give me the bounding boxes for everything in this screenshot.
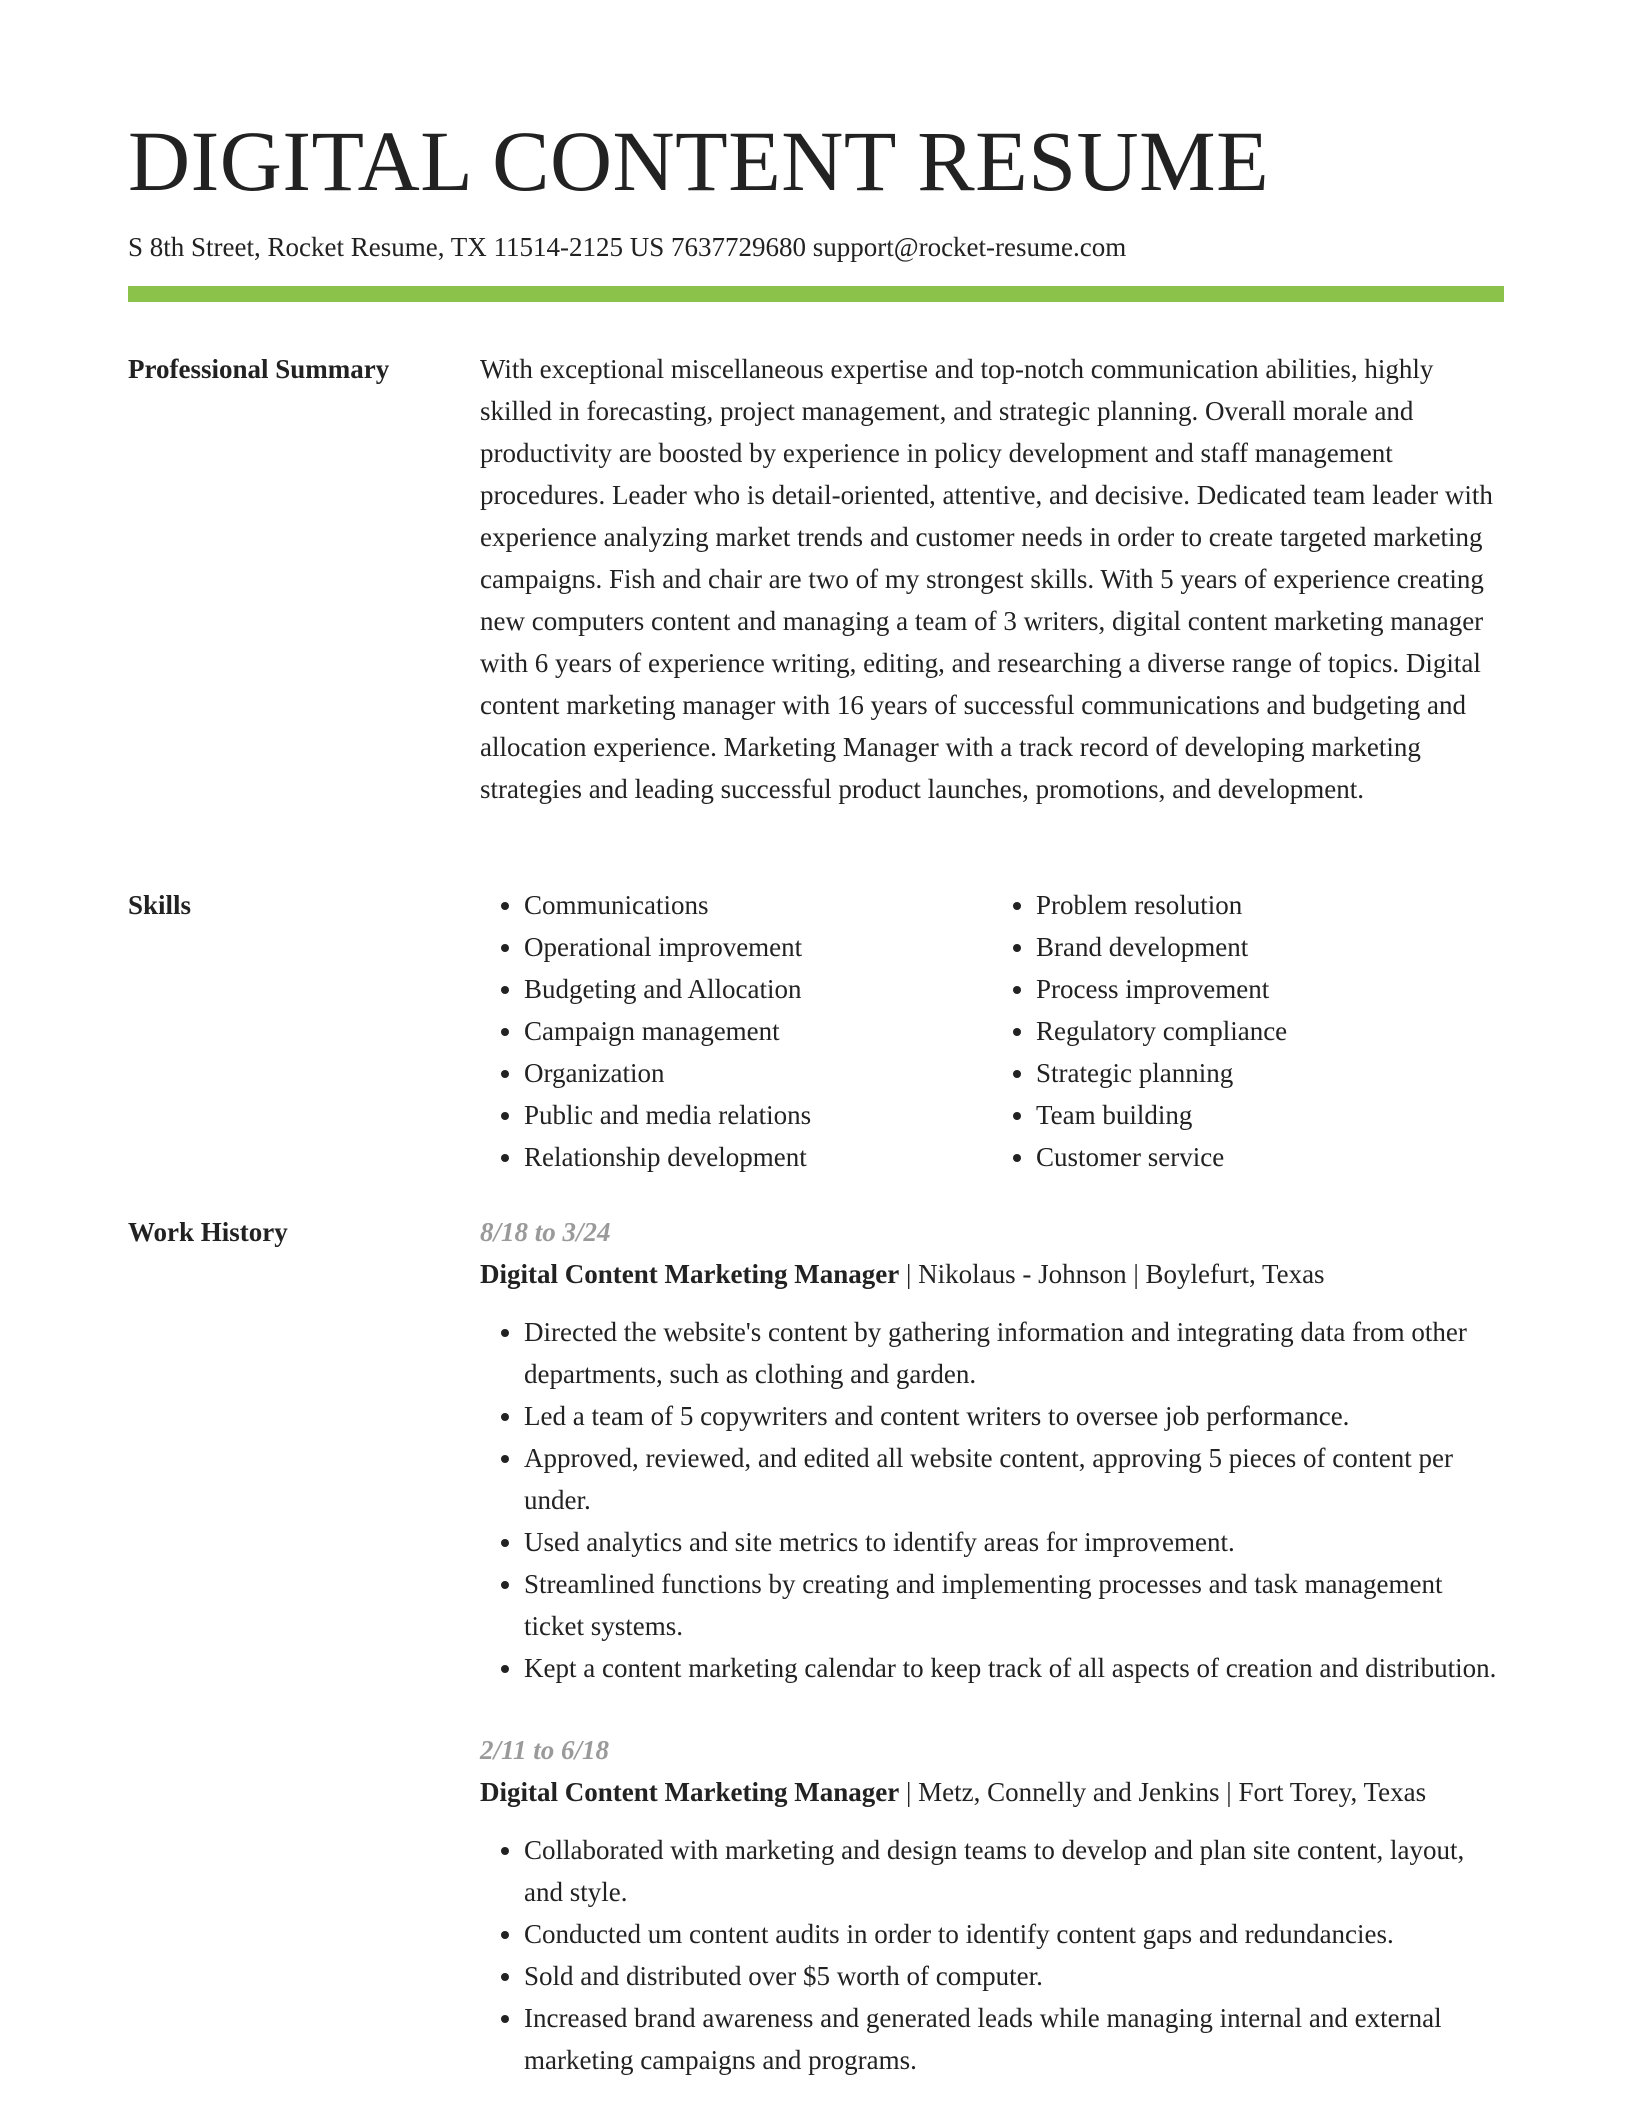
skill-item: • Regulatory compliance	[1036, 1010, 1504, 1052]
job-bullet: • Kept a content marketing calendar to keep track of all aspects of creation and distribution.	[524, 1647, 1504, 1689]
job-title: Digital Content Marketing Manager	[480, 1777, 900, 1807]
contact-line: S 8th Street, Rocket Resume, TX 11514-2125 US 7637729680 support@rocket-resume.com	[128, 232, 1127, 262]
job-entry	[480, 1729, 1504, 2081]
job-bullet: • Led a team of 5 copywriters and content writers to oversee job performance.	[524, 1395, 1504, 1437]
job-bullet: • Streamlined functions by creating and implementing processes and task management ticket systems.	[524, 1563, 1504, 1647]
job-bullet-list	[480, 1829, 1504, 2081]
skill-item: • Operational improvement	[524, 926, 992, 968]
resume-title: DIGITAL CONTENT RESUME	[128, 113, 1270, 209]
skill-item: • Customer service	[1036, 1136, 1504, 1178]
job-bullet: • Collaborated with marketing and design teams to develop and plan site content, layout, and style.	[524, 1829, 1504, 1913]
skill-item: • Problem resolution	[1036, 884, 1504, 926]
job-heading	[480, 1253, 1504, 1295]
skill-item: • Brand development	[1036, 926, 1504, 968]
skills-heading: Skills	[128, 890, 192, 920]
skills-columns	[480, 884, 1504, 1178]
summary-text: With exceptional miscellaneous expertise and top-notch communication abilities, highly skilled in forecasting, project management, and strategic planning. Overall morale and productivity are boosted by experience in policy development and staff management procedures. Leader who is detail-oriented, attentive, and decisive. Dedicated team leader with experience analyzing market trends and customer needs in order to create targeted marketing campaigns. Fish and chair are two of my strongest skills. With 5 years of experience creating new computers content and managing a team of 3 writers, digital content marketing manager with 6 years of experience writing, editing, and researching a diverse range of topics. Digital content marketing manager with 16 years of successful communications and budgeting and allocation experience. Marketing Manager with a track record of developing marketing strategies and leading successful product launches, promotions, and development.	[480, 354, 1493, 804]
job-title: Digital Content Marketing Manager	[480, 1259, 900, 1289]
summary-heading: Professional Summary	[128, 354, 390, 384]
job-bullet: • Approved, reviewed, and edited all website content, approving 5 pieces of content per under.	[524, 1437, 1504, 1521]
skill-item: • Process improvement	[1036, 968, 1504, 1010]
summary-body	[480, 348, 1504, 810]
skill-item: • Communications	[524, 884, 992, 926]
job-heading	[480, 1771, 1504, 1813]
job-bullet-list	[480, 1311, 1504, 1689]
job-bullet: • Conducted um content audits in order to identify content gaps and redundancies.	[524, 1913, 1504, 1955]
job-company-location: | Metz, Connelly and Jenkins | Fort Torey, Texas	[899, 1777, 1427, 1807]
skill-item: • Relationship development	[524, 1136, 992, 1178]
work-history-heading: Work History	[128, 1217, 288, 1247]
job-company-location: | Nikolaus - Johnson | Boylefurt, Texas	[899, 1259, 1325, 1289]
job-dates: 8/18 to 3/24	[480, 1217, 611, 1247]
job-entry	[480, 1211, 1504, 1689]
work-history-body	[480, 1211, 1504, 2121]
skill-item: • Organization	[524, 1052, 992, 1094]
skill-item: • Strategic planning	[1036, 1052, 1504, 1094]
skill-item: • Public and media relations	[524, 1094, 992, 1136]
skill-item: • Team building	[1036, 1094, 1504, 1136]
skill-item: • Budgeting and Allocation	[524, 968, 992, 1010]
job-bullet: • Used analytics and site metrics to identify areas for improvement.	[524, 1521, 1504, 1563]
job-bullet: • Sold and distributed over $5 worth of computer.	[524, 1955, 1504, 1997]
skills-list-left	[480, 884, 992, 1178]
skill-item: • Campaign management	[524, 1010, 992, 1052]
job-bullet: • Directed the website's content by gathering information and integrating data from other departments, such as clothing and garden.	[524, 1311, 1504, 1395]
skills-list-right	[992, 884, 1504, 1178]
header-divider	[128, 286, 1504, 302]
job-dates: 2/11 to 6/18	[480, 1735, 610, 1765]
skills-body	[480, 884, 1504, 1178]
job-bullet: • Increased brand awareness and generated leads while managing internal and external marketing campaigns and programs.	[524, 1997, 1504, 2081]
